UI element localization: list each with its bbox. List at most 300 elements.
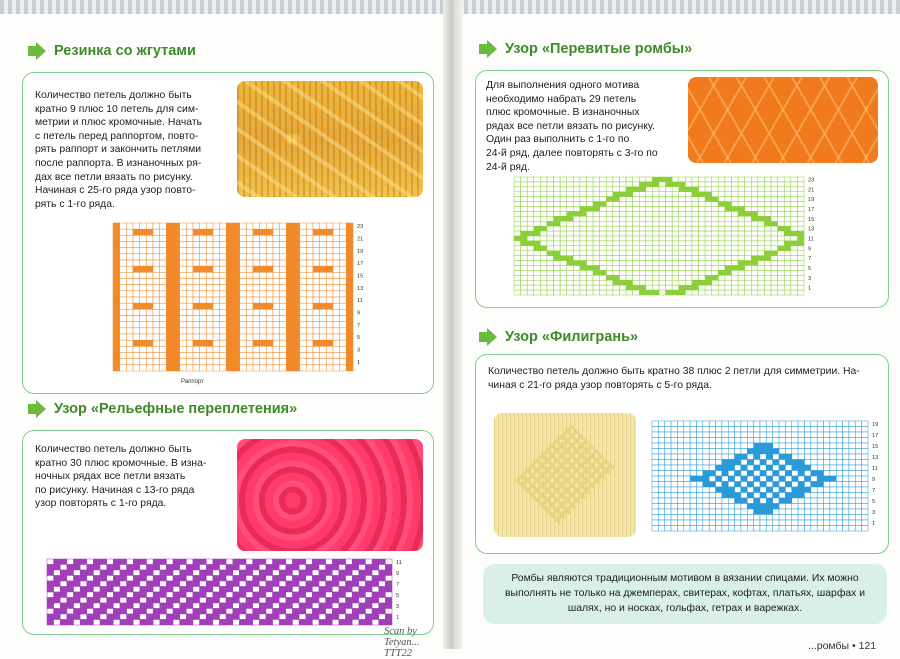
chart-cell <box>326 570 333 576</box>
chart-cell <box>213 334 220 340</box>
chart-cell <box>843 454 849 460</box>
chart-cell <box>613 275 620 280</box>
chart-cell <box>166 609 173 615</box>
chart-cell <box>206 266 213 272</box>
chart-cell <box>684 421 690 427</box>
chart-cell <box>527 261 534 266</box>
chart-cell <box>797 226 804 231</box>
chart-cell <box>220 316 227 322</box>
chart-cell <box>286 223 293 229</box>
chart-cell <box>696 427 702 433</box>
chart-cell <box>779 520 785 526</box>
chart-cell <box>60 609 67 615</box>
chart-cell <box>619 187 626 192</box>
chart-cell <box>299 570 306 576</box>
chart-cell <box>639 246 646 251</box>
chart-cell <box>333 242 340 248</box>
chart-cell <box>587 187 594 192</box>
chart-cell <box>259 565 266 571</box>
chart-cell <box>735 449 741 455</box>
chart-cell <box>738 207 745 212</box>
chart-cell <box>652 526 658 532</box>
chart-cell <box>100 603 107 609</box>
chart-cell <box>716 443 722 449</box>
chart-cell <box>824 421 830 427</box>
chart-cell <box>166 365 173 371</box>
chart-cell <box>593 266 600 271</box>
chart-cell <box>728 504 734 510</box>
chart-cell <box>606 246 613 251</box>
chart-cell <box>206 322 213 328</box>
chart-cell <box>312 581 319 587</box>
chart-cell <box>206 576 213 582</box>
chart-cell <box>705 280 712 285</box>
chart-cell <box>580 285 587 290</box>
chart-cell <box>540 290 547 295</box>
chart-cell <box>672 202 679 207</box>
chart-cell <box>747 432 753 438</box>
chart-cell <box>725 290 732 295</box>
chart-cell <box>658 515 664 521</box>
chart-cell <box>666 285 673 290</box>
chart-cell <box>665 482 671 488</box>
chart-cell <box>54 592 61 598</box>
chart-cell <box>836 526 842 532</box>
chart-cell <box>226 359 233 365</box>
chart-cell <box>160 353 167 359</box>
chart-cell <box>798 504 804 510</box>
chart-cell <box>758 290 765 295</box>
chart-cell <box>855 487 861 493</box>
chart-cell <box>626 192 633 197</box>
chart-cell <box>760 460 766 466</box>
knit-sample-photo-cream <box>494 413 636 537</box>
chart-cell <box>754 487 760 493</box>
chart-cell <box>113 316 120 322</box>
chart-cell <box>352 559 359 565</box>
chart-cell <box>639 266 646 271</box>
chart-cell <box>313 266 320 272</box>
chart-cell <box>580 261 587 266</box>
chart-cell <box>280 346 287 352</box>
chart-cell <box>722 526 728 532</box>
chart-cell <box>67 614 74 620</box>
chart-row-number: 3 <box>357 347 361 354</box>
chart-cell <box>690 449 696 455</box>
chart-cell <box>266 260 273 266</box>
chart-cell <box>797 192 804 197</box>
chart-cell <box>580 211 587 216</box>
chart-cell <box>87 592 94 598</box>
chart-cell <box>186 309 193 315</box>
chart-cell <box>113 346 120 352</box>
chart-cell <box>613 246 620 251</box>
chart-cell <box>365 570 372 576</box>
chart-cell <box>600 207 607 212</box>
chart-cell <box>791 192 798 197</box>
chart-cell <box>126 328 133 334</box>
chart-cell <box>286 570 293 576</box>
chart-cell <box>754 427 760 433</box>
chart-cell <box>333 254 340 260</box>
chart-cell <box>87 559 94 565</box>
chart-cell <box>346 248 353 254</box>
chart-cell <box>672 275 679 280</box>
chart-cell <box>260 353 267 359</box>
chart-cell <box>766 504 772 510</box>
chart-cell <box>352 609 359 615</box>
chart-cell <box>153 272 160 278</box>
chart-cell <box>619 266 626 271</box>
chart-cell <box>798 443 804 449</box>
chart-cell <box>160 266 167 272</box>
chart-cell <box>836 421 842 427</box>
chart-cell <box>54 620 61 626</box>
chart-cell <box>862 476 868 482</box>
chart-cell <box>685 280 692 285</box>
chart-cell <box>359 559 366 565</box>
chart-cell <box>246 223 253 229</box>
chart-cell <box>340 260 347 266</box>
chart-cell <box>346 598 353 604</box>
chart-cell <box>206 609 213 615</box>
chart-cell <box>784 226 791 231</box>
chart-cell <box>67 592 74 598</box>
chart-cell <box>147 598 154 604</box>
chart-cell <box>754 515 760 521</box>
chart-cell <box>293 297 300 303</box>
chart-cell <box>773 498 779 504</box>
chart-cell <box>699 241 706 246</box>
chart-cell <box>313 353 320 359</box>
chart-cell <box>728 482 734 488</box>
chart-cell <box>113 272 120 278</box>
chart-cell <box>690 498 696 504</box>
chart-cell <box>153 248 160 254</box>
chart-cell <box>153 559 160 565</box>
chart-cell <box>266 609 273 615</box>
chart-cell <box>180 260 187 266</box>
chart-cell <box>760 465 766 471</box>
chart-cell <box>326 260 333 266</box>
chart-cell <box>206 223 213 229</box>
chart-cell <box>792 438 798 444</box>
chart-cell <box>587 251 594 256</box>
chart-cell <box>766 515 772 521</box>
chart-cell <box>193 291 200 297</box>
chart-cell <box>146 272 153 278</box>
chart-cell <box>771 211 778 216</box>
chart-cell <box>671 465 677 471</box>
chart-cell <box>340 328 347 334</box>
chart-cell <box>747 476 753 482</box>
chart-cell <box>147 581 154 587</box>
chart-cell <box>745 285 752 290</box>
chart-cell <box>696 421 702 427</box>
chart-cell <box>619 236 626 241</box>
chart-cell <box>233 587 240 593</box>
chart-cell <box>600 226 607 231</box>
chart-cell <box>333 248 340 254</box>
chart-cell <box>718 216 725 221</box>
chart-cell <box>785 460 791 466</box>
chart-cell <box>47 587 54 593</box>
chart-cell <box>147 565 154 571</box>
chart-cell <box>626 261 633 266</box>
chart-cell <box>253 365 260 371</box>
chart-cell <box>67 587 74 593</box>
chart-cell <box>836 520 842 526</box>
chart-cell <box>306 614 313 620</box>
chart-cell <box>173 559 180 565</box>
section-title-relief-interlace: Узор «Рельефные переплетения» <box>28 400 297 418</box>
chart-cell <box>266 587 273 593</box>
chart-cell <box>246 603 253 609</box>
chart-cell <box>709 443 715 449</box>
chart-cell <box>684 509 690 515</box>
chart-cell <box>113 340 120 346</box>
chart-cell <box>259 598 266 604</box>
chart-cell <box>587 192 594 197</box>
chart-cell <box>540 280 547 285</box>
chart-cell <box>659 290 666 295</box>
chart-cell <box>147 620 154 626</box>
chart-cell <box>166 229 173 235</box>
chart-cell <box>166 576 173 582</box>
chart-cell <box>639 226 646 231</box>
chart-cell <box>306 559 313 565</box>
chart-cell <box>785 465 791 471</box>
chart-cell <box>606 241 613 246</box>
chart-cell <box>773 443 779 449</box>
chart-cell <box>160 565 167 571</box>
chart-cell <box>320 285 327 291</box>
chart-cell <box>613 197 620 202</box>
chart-cell <box>862 504 868 510</box>
chart-cell <box>766 443 772 449</box>
chart-cell <box>220 297 227 303</box>
chart-cell <box>778 216 785 221</box>
chart-cell <box>725 202 732 207</box>
chart-cell <box>751 270 758 275</box>
chart-cell <box>346 365 353 371</box>
chart-cell <box>259 570 266 576</box>
chart-cell <box>521 187 528 192</box>
chart-cell <box>186 581 193 587</box>
chart-cell <box>233 576 240 582</box>
chart-cell <box>253 242 260 248</box>
chart-cell <box>652 270 659 275</box>
chart-cell <box>299 609 306 615</box>
chart-cell <box>280 297 287 303</box>
chart-cell <box>147 587 154 593</box>
chart-cell <box>266 353 273 359</box>
chart-cell <box>665 454 671 460</box>
chart-cell <box>273 316 280 322</box>
chart-cell <box>127 609 134 615</box>
chart-cell <box>306 248 313 254</box>
chart-cell <box>365 565 372 571</box>
chart-cell <box>758 246 765 251</box>
chart-cell <box>705 211 712 216</box>
chart-cell <box>771 241 778 246</box>
chart-cell <box>213 609 220 615</box>
chart-cell <box>804 421 810 427</box>
chart-cell <box>633 226 640 231</box>
chart-cell <box>573 280 580 285</box>
chart-cell <box>751 246 758 251</box>
chart-cell <box>587 285 594 290</box>
chart-cell <box>306 309 313 315</box>
chart-cell <box>233 565 240 571</box>
chart-cell <box>849 520 855 526</box>
chart-cell <box>817 427 823 433</box>
chart-cell <box>160 603 167 609</box>
chart-cell <box>233 260 240 266</box>
chart-cell <box>332 576 339 582</box>
chart-cell <box>619 177 626 182</box>
pattern-box-rubber-cables <box>22 72 434 394</box>
chart-cell <box>567 221 574 226</box>
chart-cell <box>147 609 154 615</box>
chart-cell <box>672 290 679 295</box>
chart-cell <box>626 187 633 192</box>
chart-cell <box>843 487 849 493</box>
chart-cell <box>758 207 765 212</box>
chart-cell <box>385 620 392 626</box>
chart-cell <box>113 581 120 587</box>
chart-grid <box>652 421 868 531</box>
green-arrow-icon <box>479 40 497 58</box>
chart-cell <box>547 231 554 236</box>
chart-cell <box>286 266 293 272</box>
chart-cell <box>521 251 528 256</box>
chart-cell <box>266 266 273 272</box>
chart-cell <box>862 421 868 427</box>
chart-cell <box>312 576 319 582</box>
chart-cell <box>658 454 664 460</box>
chart-cell <box>279 587 286 593</box>
chart-cell <box>240 291 247 297</box>
chart-cell <box>273 322 280 328</box>
chart-cell <box>849 515 855 521</box>
chart-cell <box>113 576 120 582</box>
chart-cell <box>606 197 613 202</box>
chart-cell <box>652 187 659 192</box>
chart-cell <box>666 241 673 246</box>
chart-cell <box>692 187 699 192</box>
chart-cell <box>146 260 153 266</box>
chart-cell <box>326 620 333 626</box>
chart-cell <box>521 285 528 290</box>
chart-cell <box>587 221 594 226</box>
chart-cell <box>534 290 541 295</box>
chart-cell <box>346 285 353 291</box>
chart-cell <box>705 266 712 271</box>
chart-cell <box>286 322 293 328</box>
chart-cell <box>685 211 692 216</box>
chart-cell <box>240 322 247 328</box>
chart-cell <box>745 266 752 271</box>
chart-cell <box>778 221 785 226</box>
chart-cell <box>253 223 260 229</box>
chart-cell <box>300 266 307 272</box>
chart-cell <box>760 526 766 532</box>
chart-cell <box>764 280 771 285</box>
chart-cell <box>659 261 666 266</box>
chart-cell <box>193 266 200 272</box>
chart-cell <box>671 471 677 477</box>
chart-cell <box>560 207 567 212</box>
chart-cell <box>120 291 127 297</box>
chart-cell <box>811 493 817 499</box>
chart-cell <box>514 211 521 216</box>
chart-cell <box>120 340 127 346</box>
chart-cell <box>540 241 547 246</box>
chart-cell <box>619 270 626 275</box>
chart-cell <box>379 609 386 615</box>
chart-cell <box>107 592 114 598</box>
chart-cell <box>313 340 320 346</box>
chart-cell <box>830 493 836 499</box>
chart-cell <box>313 316 320 322</box>
chart-cell <box>785 482 791 488</box>
chart-cell <box>567 192 574 197</box>
chart-cell <box>133 223 140 229</box>
chart-cell <box>54 559 61 565</box>
knitting-chart-green <box>514 177 824 299</box>
chart-cell <box>306 365 313 371</box>
chart-cell <box>725 246 732 251</box>
chart-cell <box>260 229 267 235</box>
chart-cell <box>299 614 306 620</box>
chart-cell <box>836 476 842 482</box>
chart-cell <box>785 498 791 504</box>
chart-row-number: 15 <box>872 443 879 450</box>
chart-cell <box>200 603 207 609</box>
chart-cell <box>352 570 359 576</box>
chart-cell <box>639 182 646 187</box>
chart-cell <box>352 581 359 587</box>
chart-cell <box>817 493 823 499</box>
chart-cell <box>600 266 607 271</box>
chart-cell <box>146 328 153 334</box>
chart-cell <box>626 207 633 212</box>
chart-cell <box>246 570 253 576</box>
chart-cell <box>659 246 666 251</box>
chart-cell <box>613 285 620 290</box>
chart-cell <box>600 285 607 290</box>
chart-cell <box>273 285 280 291</box>
chart-cell <box>665 509 671 515</box>
chart-cell <box>741 460 747 466</box>
chart-cell <box>773 460 779 466</box>
chart-cell <box>379 559 386 565</box>
chart-cell <box>593 207 600 212</box>
chart-cell <box>146 266 153 272</box>
chart-cell <box>792 465 798 471</box>
chart-cell <box>273 587 280 593</box>
chart-cell <box>626 177 633 182</box>
chart-cell <box>534 187 541 192</box>
chart-cell <box>266 581 273 587</box>
chart-cell <box>703 438 709 444</box>
chart-cell <box>253 609 260 615</box>
chart-cell <box>646 182 653 187</box>
chart-cell <box>677 509 683 515</box>
chart-cell <box>300 223 307 229</box>
chart-cell <box>554 211 561 216</box>
